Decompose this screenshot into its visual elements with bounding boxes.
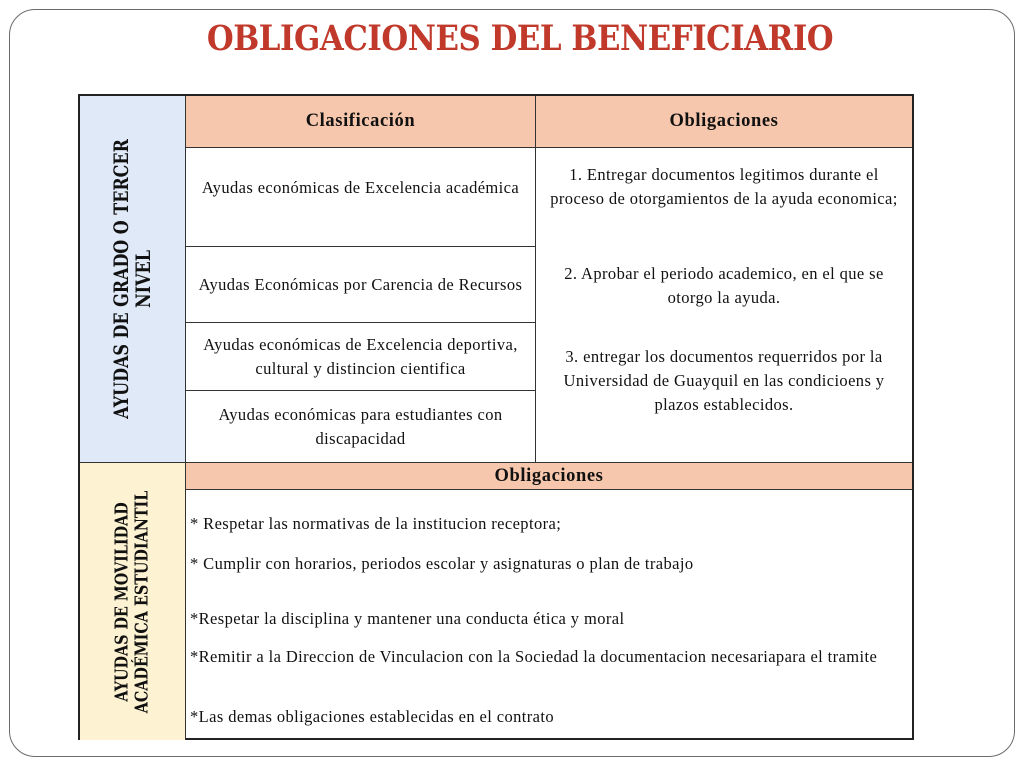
header-clasificacion: Clasificación — [186, 96, 536, 148]
obligation-item: 2. Aprobar el periodo academico, en el que se otorgo la ayuda. — [564, 264, 884, 307]
section-label-movilidad — [80, 462, 186, 740]
mobility-obligation: * Cumplir con horarios, periodos escolar y asignaturas o plan de trabajo — [190, 554, 694, 573]
mobility-obligation: * Respetar las normativas de la institucion receptora; — [190, 514, 562, 533]
header-obligaciones: Obligaciones — [536, 96, 912, 148]
obligation-item: 3. entregar los documentos requerridos por la Universidad de Guayquil en las condicioens y plazos establecidos. — [563, 347, 885, 414]
slide-title: OBLIGACIONES DEL BENEFICIARIO — [206, 18, 834, 59]
section-label-grado-line2: NIVEL — [131, 250, 155, 308]
classification-row: Ayudas Económicas por Carencia de Recursos — [186, 247, 536, 323]
mobility-obligation: *Las demas obligaciones establecidas en el contrato — [190, 707, 555, 726]
classification-row: Ayudas económicas de Excelencia académica — [186, 148, 536, 247]
section-label-movilidad-line2: ACADÉMICA ESTUDIANTIL — [131, 490, 152, 713]
classification-row: Ayudas económicas de Excelencia deportiva, cultural y distincion cientifica — [186, 323, 536, 391]
obligations-table — [78, 94, 914, 740]
mobility-obligation: *Remitir a la Direccion de Vinculacion con la Sociedad la documentacion necesariapara el tramite — [190, 647, 878, 666]
section-label-grado — [80, 96, 186, 462]
classification-row: Ayudas económicas para estudiantes con discapacidad — [186, 391, 536, 462]
header-obligaciones-movilidad: Obligaciones — [186, 462, 912, 490]
mobility-obligation: *Respetar la disciplina y mantener una conducta ética y moral — [190, 609, 625, 628]
obligation-item: 1. Entregar documentos legitimos durante el proceso de otorgamientos de la ayuda economica; — [550, 165, 898, 208]
section-label-grado-line1: AYUDAS DE GRADO O TERCER — [109, 139, 133, 419]
section-label-movilidad-line1: AYUDAS DE MOVILIDAD — [111, 501, 132, 702]
